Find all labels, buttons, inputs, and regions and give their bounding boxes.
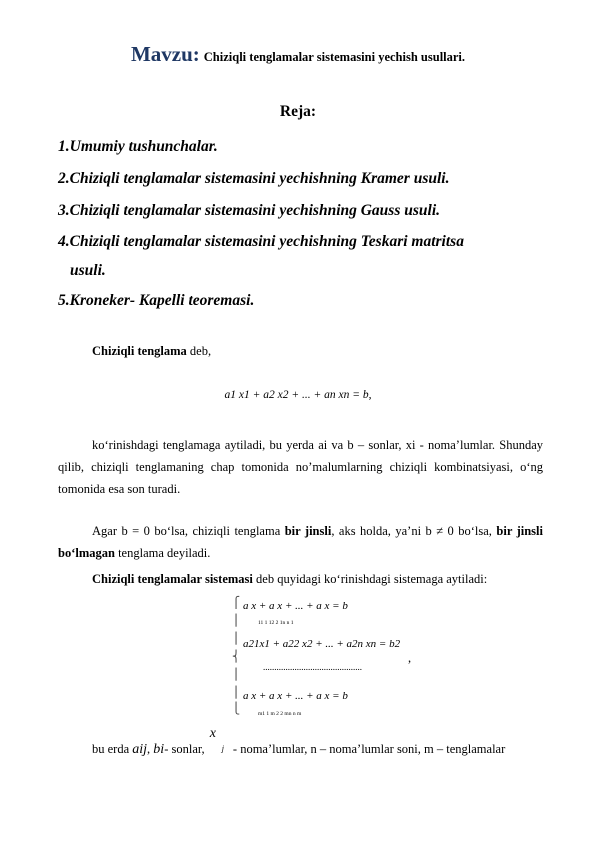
term-nonhomogeneous: bir jinsli bo‘lmagan: [58, 524, 543, 560]
page-title: [0, 42, 596, 67]
plan-item: 1.Umumiy tushunchalar.: [58, 138, 218, 155]
system-row-1: a x + a x + ... + a x = b: [243, 600, 348, 612]
brace-mid: ⎪: [232, 615, 241, 627]
system-row-3-subscripts: m1 1 m 2 2 mn n m: [258, 711, 302, 717]
system-row-2: a21x1 + a22 x2 + ... + a2n xn = b2: [243, 638, 401, 650]
paragraph-1: [58, 434, 543, 500]
brace-mid: ⎪: [232, 687, 241, 699]
plan-item: 5.Kroneker- Kapelli teoremasi.: [58, 292, 255, 309]
symbol-x: x: [209, 726, 216, 741]
paragraph-3: [92, 572, 487, 587]
footer-lead: bu erda: [92, 742, 133, 756]
brace-mid: ⎪: [232, 669, 241, 681]
topic-label: Mavzu:: [130, 42, 200, 66]
footer-mid: - sonlar,: [164, 742, 208, 756]
paragraph-2: [58, 520, 543, 564]
system-comma: ,: [408, 651, 412, 665]
brace-mid: ⎨: [232, 651, 241, 663]
linear-equation: a1 x1 + a2 x2 + ... + an xn = b,: [224, 389, 372, 401]
footer-line: [92, 726, 506, 758]
definition-line: [92, 344, 211, 359]
system-dots: ............................................: [263, 662, 362, 672]
symbol-bi: bi: [153, 742, 165, 757]
footer-comma: ,: [147, 742, 154, 756]
paragraph-2-text: , aks holda, ya’ni b ≠ 0 bo‘lsa,: [331, 524, 497, 538]
plan-item: 3.Chiziqli tenglamalar sistemasini yechishning Gauss usuli.: [58, 202, 441, 219]
topic-title: Chiziqli tenglamalar sistemasini yechish usullari.: [203, 50, 466, 64]
symbol-j: j: [221, 744, 225, 753]
term-homogeneous: bir jinsli: [284, 524, 332, 538]
term-system: Chiziqli tenglamalar sistemasi: [92, 572, 253, 586]
brace-mid: ⎪: [232, 633, 241, 645]
paragraph-1-text: ko‘rinishdagi tenglamaga aytiladi, bu yerda ai va b – sonlar, xi - noma’lumlar. Shunday qilib, chiziqli tenglamaning chap tomonida no’malumlarning chiziqli kombinatsiyasi, o‘ng tomonida esa son turadi.: [58, 438, 543, 496]
plan-item: 4.Chiziqli tenglamalar sistemasini yechishning Teskari matritsa: [58, 233, 464, 250]
plan-item: 2.Chiziqli tenglamalar sistemasini yechishning Kramer usuli.: [58, 170, 450, 187]
paragraph-3-text: deb quyidagi ko‘rinishdagi sistemaga aytiladi:: [252, 572, 488, 586]
plan-heading: Reja:: [279, 103, 317, 120]
system-row-1-subscripts: 11 1 12 2 1n n 1: [258, 620, 294, 626]
definition-tail: deb,: [186, 344, 212, 358]
brace-top: ⎧: [232, 597, 241, 609]
plan-item: usuli.: [70, 262, 106, 279]
paragraph-2-text: Agar b = 0 bo‘lsa, chiziqli tenglama: [92, 524, 285, 538]
definition-term: Chiziqli tenglama: [92, 344, 187, 358]
brace-bottom: ⎩: [232, 703, 241, 715]
symbol-aij: aij: [132, 742, 148, 757]
paragraph-2-text: tenglama deyiladi.: [114, 546, 211, 560]
footer-rest: - noma’lumlar, n – noma’lumlar soni, m – tenglamalar: [229, 742, 506, 756]
system-row-3: a x + a x + ... + a x = b: [243, 690, 348, 702]
